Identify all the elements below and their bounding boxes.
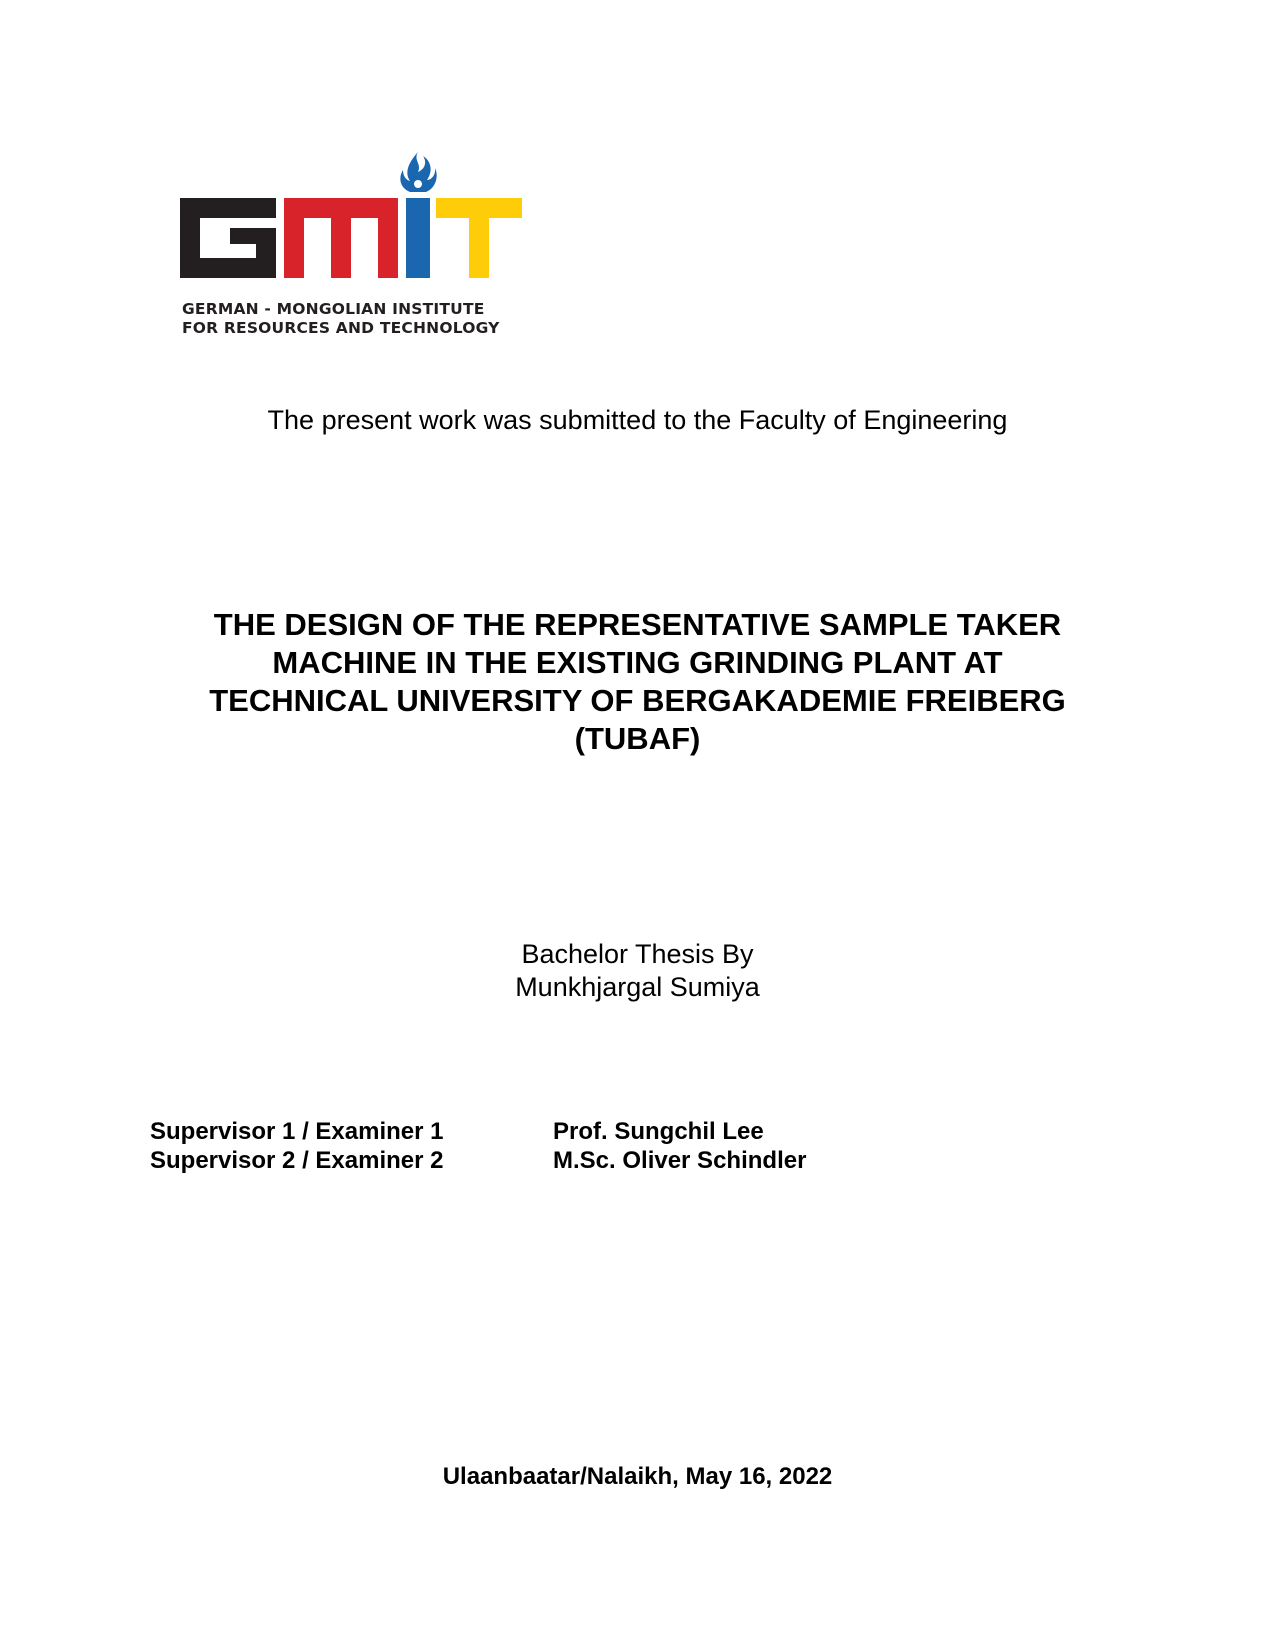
supervisor-row <box>150 1117 806 1146</box>
logo-letter-t <box>436 198 522 278</box>
supervisor-role: Supervisor 2 / Examiner 2 <box>150 1147 444 1174</box>
place-and-date: Ulaanbaatar/Nalaikh, May 16, 2022 <box>442 1463 833 1490</box>
supervisors-table <box>150 1117 806 1175</box>
title-line: TECHNICAL UNIVERSITY OF BERGAKADEMIE FREIBERG <box>209 683 1066 718</box>
gmit-logo <box>180 150 540 340</box>
supervisor-name: Prof. Sungchil Lee <box>553 1118 764 1145</box>
flame-icon <box>400 152 436 192</box>
logo-letter-g <box>180 198 276 278</box>
supervisor-row <box>150 1146 806 1175</box>
logo-institute-name <box>182 300 542 338</box>
submission-statement: The present work was submitted to the Faculty of Engineering <box>267 405 1008 435</box>
title-line: MACHINE IN THE EXISTING GRINDING PLANT AT <box>272 645 1003 680</box>
supervisor-role: Supervisor 1 / Examiner 1 <box>150 1118 444 1145</box>
supervisor-name: M.Sc. Oliver Schindler <box>553 1147 807 1174</box>
byline-label: Bachelor Thesis By <box>521 939 754 969</box>
title-line: THE DESIGN OF THE REPRESENTATIVE SAMPLE TAKER <box>213 607 1062 642</box>
gmit-wordmark <box>180 150 525 286</box>
title-line: (TUBAF) <box>574 721 701 756</box>
author-name: Munkhjargal Sumiya <box>515 972 760 1002</box>
thesis-title <box>150 606 1125 758</box>
byline <box>0 938 1275 1004</box>
logo-line-1: GERMAN - MONGOLIAN INSTITUTE <box>182 300 485 318</box>
logo-letter-m <box>284 198 398 278</box>
logo-line-2: FOR RESOURCES AND TECHNOLOGY <box>182 319 500 337</box>
logo-letter-i <box>406 198 430 278</box>
